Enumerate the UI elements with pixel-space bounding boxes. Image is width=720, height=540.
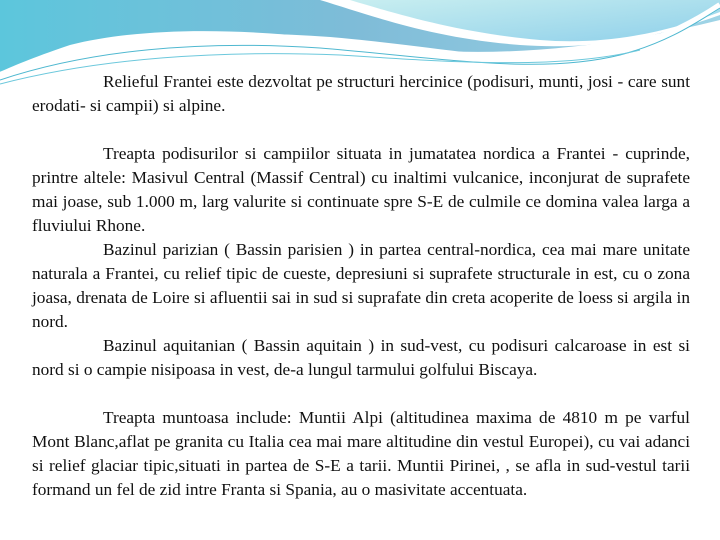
- paragraph-paris-basin: Bazinul parizian ( Bassin parisien ) in partea central-nordica, cea mai mare unitate naturala a Frantei, cu relief tipic de cueste, depresiuni si suprafete structurale in est, cu o zona joasa, drenata de Loire si afluentii sai in sud si suprafate din creta acoperite de loess si argila in nord.: [32, 240, 690, 331]
- paragraph-plateaus-plains: Treapta podisurilor si campiilor situata in jumatatea nordica a Frantei - cuprinde, printre altele: Masivul Central (Massif Central) cu inaltimi vulcanice, inconjurat de suprafete mai joase, sub 1.000 m, larg valurite si continuate spre S-E de culmile ce domina valea larga a fluviului Rhone.: [32, 144, 690, 235]
- paragraph-mountains: Treapta muntoasa include: Muntii Alpi (altitudinea maxima de 4810 m pe varful Mont Blanc,aflat pe granita cu Italia cea mai mare altitudine din vestul Europei), cu vai adanci si relief glaciar tipic,situati in partea de S-E a tarii. Muntii Pirinei, , se afla in sud-vestul tarii formand un fel de zid intre Franta si Spania, au o masivitate accentuata.: [32, 408, 690, 499]
- paragraph-aquitaine-basin: Bazinul aquitanian ( Bassin aquitain ) in sud-vest, cu podisuri calcaroase in est si nord si o campie nisipoasa in vest, de-a lungul tarmului golfului Biscaya.: [32, 336, 690, 379]
- paragraph-relief-intro: Relieful Frantei este dezvoltat pe structuri hercinice (podisuri, munti, josi - care sunt erodati- si campii) si alpine.: [32, 72, 690, 115]
- slide-body: [32, 70, 690, 502]
